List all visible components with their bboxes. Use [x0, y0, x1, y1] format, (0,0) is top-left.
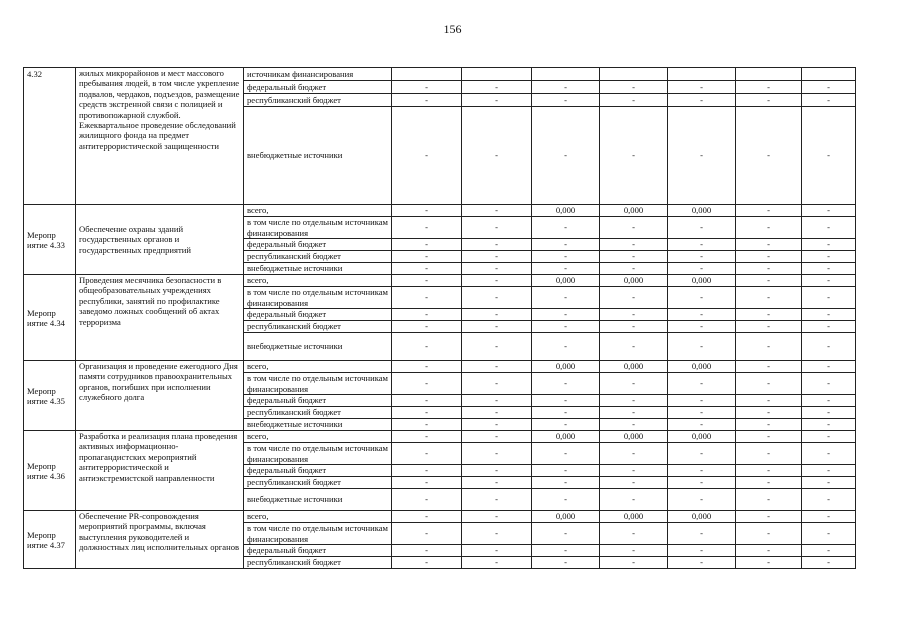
amount-cell: -: [736, 81, 802, 94]
amount-cell: 0,000: [600, 205, 668, 217]
amount-cell: [392, 68, 462, 81]
amount-cell: -: [392, 321, 462, 333]
amount-cell: -: [802, 395, 856, 407]
amount-cell: -: [736, 94, 802, 107]
amount-cell: -: [736, 205, 802, 217]
amount-cell: -: [802, 477, 856, 489]
amount-cell: -: [600, 333, 668, 361]
amount-cell: -: [462, 217, 532, 239]
amount-cell: -: [802, 407, 856, 419]
amount-cell: -: [532, 443, 600, 465]
amount-cell: -: [736, 217, 802, 239]
amount-cell: -: [392, 205, 462, 217]
amount-cell: -: [736, 477, 802, 489]
amount-cell: -: [392, 361, 462, 373]
amount-cell: -: [802, 263, 856, 275]
amount-cell: -: [462, 557, 532, 569]
amount-cell: [802, 68, 856, 81]
amount-cell: -: [532, 263, 600, 275]
amount-cell: -: [462, 94, 532, 107]
amount-cell: -: [462, 511, 532, 523]
measure-description: Обеспечение охраны зданий государственных органов и государственных предприятий: [76, 205, 244, 275]
measure-number: Меропр иятие 4.34: [24, 275, 76, 361]
page-number: 156: [443, 22, 462, 36]
amount-cell: -: [736, 545, 802, 557]
measure-description: Обеспечение PR-сопровождения мероприятий программы, включая выступления руководителей и должностных лиц исполнительных органов: [76, 511, 244, 569]
amount-cell: -: [736, 489, 802, 511]
amount-cell: -: [736, 465, 802, 477]
amount-cell: -: [532, 94, 600, 107]
amount-cell: -: [736, 333, 802, 361]
amount-cell: -: [600, 443, 668, 465]
amount-cell: [668, 68, 736, 81]
amount-cell: -: [392, 523, 462, 545]
amount-cell: -: [392, 94, 462, 107]
funding-source: в том числе по отдельным источникам финансирования: [244, 523, 392, 545]
table-row: [24, 205, 856, 217]
amount-cell: -: [802, 81, 856, 94]
funding-source: республиканский бюджет: [244, 477, 392, 489]
amount-cell: -: [668, 309, 736, 321]
budget-table: [23, 67, 856, 569]
amount-cell: -: [600, 489, 668, 511]
amount-cell: -: [532, 465, 600, 477]
amount-cell: -: [802, 431, 856, 443]
funding-source: в том числе по отдельным источникам финансирования: [244, 443, 392, 465]
amount-cell: -: [600, 251, 668, 263]
amount-cell: -: [668, 287, 736, 309]
measure-number: Меропр иятие 4.37: [24, 511, 76, 569]
amount-cell: [462, 68, 532, 81]
amount-cell: -: [736, 309, 802, 321]
amount-cell: -: [802, 523, 856, 545]
amount-cell: -: [532, 419, 600, 431]
amount-cell: -: [532, 373, 600, 395]
amount-cell: 0,000: [532, 275, 600, 287]
measure-description: Разработка и реализация плана проведения активных информационно-пропагандистских мероприятий антитеррористической и антиэкстремистской направленности: [76, 431, 244, 511]
amount-cell: -: [736, 263, 802, 275]
amount-cell: -: [532, 309, 600, 321]
amount-cell: -: [462, 309, 532, 321]
funding-source: республиканский бюджет: [244, 94, 392, 107]
amount-cell: 0,000: [532, 431, 600, 443]
amount-cell: -: [736, 419, 802, 431]
funding-source: федеральный бюджет: [244, 81, 392, 94]
amount-cell: -: [462, 239, 532, 251]
funding-source: всего,: [244, 205, 392, 217]
measure-number: Меропр иятие 4.35: [24, 361, 76, 431]
amount-cell: -: [668, 557, 736, 569]
amount-cell: -: [600, 465, 668, 477]
table-row: [24, 431, 856, 443]
measure-description: жилых микрорайонов и мест массового пребывания людей, в том числе укрепление подвалов, чердаков, подъездов, размещение средств экстренной связи с полицией и противопожарной службой. Ежеквартальное проведение обследований жилищного фонда на предмет антитеррористической защищенности: [76, 68, 244, 205]
amount-cell: -: [392, 107, 462, 205]
amount-cell: -: [392, 81, 462, 94]
amount-cell: -: [600, 81, 668, 94]
amount-cell: -: [392, 545, 462, 557]
amount-cell: -: [532, 321, 600, 333]
amount-cell: -: [802, 287, 856, 309]
amount-cell: -: [600, 94, 668, 107]
amount-cell: -: [802, 275, 856, 287]
amount-cell: -: [392, 407, 462, 419]
amount-cell: 0,000: [600, 361, 668, 373]
funding-source: федеральный бюджет: [244, 395, 392, 407]
amount-cell: 0,000: [668, 431, 736, 443]
measure-number: Меропр иятие 4.36: [24, 431, 76, 511]
amount-cell: -: [802, 94, 856, 107]
funding-source: республиканский бюджет: [244, 557, 392, 569]
amount-cell: -: [600, 373, 668, 395]
table-row: [24, 511, 856, 523]
amount-cell: -: [802, 419, 856, 431]
amount-cell: -: [462, 287, 532, 309]
amount-cell: -: [462, 419, 532, 431]
amount-cell: -: [736, 443, 802, 465]
funding-source: всего,: [244, 361, 392, 373]
amount-cell: -: [462, 361, 532, 373]
amount-cell: -: [462, 443, 532, 465]
funding-source: всего,: [244, 431, 392, 443]
amount-cell: -: [802, 107, 856, 205]
amount-cell: -: [462, 373, 532, 395]
amount-cell: -: [802, 443, 856, 465]
amount-cell: -: [392, 287, 462, 309]
amount-cell: -: [532, 477, 600, 489]
amount-cell: -: [462, 523, 532, 545]
amount-cell: -: [392, 511, 462, 523]
amount-cell: -: [668, 81, 736, 94]
funding-source: федеральный бюджет: [244, 465, 392, 477]
amount-cell: -: [668, 107, 736, 205]
amount-cell: -: [600, 407, 668, 419]
amount-cell: -: [668, 239, 736, 251]
amount-cell: -: [736, 275, 802, 287]
amount-cell: -: [600, 107, 668, 205]
amount-cell: [532, 68, 600, 81]
measure-description: Организация и проведение ежегодного Дня памяти сотрудников правоохранительных органов, погибших при исполнении служебного долга: [76, 361, 244, 431]
funding-source: в том числе по отдельным источникам финансирования: [244, 373, 392, 395]
amount-cell: 0,000: [532, 511, 600, 523]
funding-source: федеральный бюджет: [244, 239, 392, 251]
amount-cell: -: [736, 431, 802, 443]
amount-cell: -: [462, 107, 532, 205]
amount-cell: -: [802, 557, 856, 569]
funding-source: внебюджетные источники: [244, 419, 392, 431]
amount-cell: -: [668, 419, 736, 431]
amount-cell: -: [802, 373, 856, 395]
amount-cell: -: [668, 263, 736, 275]
funding-source: всего,: [244, 275, 392, 287]
amount-cell: -: [392, 419, 462, 431]
measure-description: Проведения месячника безопасности в общеобразовательных учреждениях республики, занятий по профилактике заведомо ложных сообщений об актах терроризма: [76, 275, 244, 361]
funding-source: всего,: [244, 511, 392, 523]
amount-cell: -: [736, 321, 802, 333]
amount-cell: -: [802, 205, 856, 217]
amount-cell: -: [532, 217, 600, 239]
amount-cell: -: [600, 395, 668, 407]
amount-cell: -: [532, 523, 600, 545]
amount-cell: -: [392, 217, 462, 239]
amount-cell: 0,000: [668, 205, 736, 217]
funding-source: республиканский бюджет: [244, 251, 392, 263]
amount-cell: -: [802, 465, 856, 477]
funding-source: внебюджетные источники: [244, 489, 392, 511]
amount-cell: -: [802, 361, 856, 373]
amount-cell: -: [462, 205, 532, 217]
amount-cell: -: [668, 251, 736, 263]
amount-cell: -: [462, 431, 532, 443]
amount-cell: -: [462, 275, 532, 287]
amount-cell: -: [532, 395, 600, 407]
amount-cell: -: [532, 333, 600, 361]
funding-source: внебюджетные источники: [244, 263, 392, 275]
amount-cell: -: [462, 465, 532, 477]
amount-cell: -: [736, 287, 802, 309]
amount-cell: -: [392, 477, 462, 489]
amount-cell: -: [600, 263, 668, 275]
amount-cell: -: [462, 81, 532, 94]
amount-cell: -: [668, 489, 736, 511]
amount-cell: -: [802, 511, 856, 523]
amount-cell: -: [532, 545, 600, 557]
amount-cell: -: [532, 81, 600, 94]
amount-cell: -: [462, 545, 532, 557]
amount-cell: [600, 68, 668, 81]
amount-cell: -: [802, 239, 856, 251]
measure-number: 4.32: [24, 68, 76, 205]
amount-cell: -: [532, 557, 600, 569]
amount-cell: -: [462, 489, 532, 511]
amount-cell: -: [462, 321, 532, 333]
amount-cell: -: [600, 419, 668, 431]
amount-cell: -: [668, 443, 736, 465]
funding-source: источникам финансирования: [244, 68, 392, 81]
amount-cell: -: [532, 489, 600, 511]
amount-cell: -: [736, 361, 802, 373]
amount-cell: 0,000: [532, 361, 600, 373]
amount-cell: -: [462, 407, 532, 419]
amount-cell: -: [462, 395, 532, 407]
amount-cell: -: [736, 239, 802, 251]
amount-cell: -: [462, 477, 532, 489]
funding-source: федеральный бюджет: [244, 545, 392, 557]
amount-cell: -: [392, 373, 462, 395]
funding-source: республиканский бюджет: [244, 321, 392, 333]
amount-cell: -: [736, 511, 802, 523]
funding-source: в том числе по отдельным источникам финансирования: [244, 217, 392, 239]
measure-number: Меропр иятие 4.33: [24, 205, 76, 275]
amount-cell: -: [600, 545, 668, 557]
amount-cell: [736, 68, 802, 81]
amount-cell: 0,000: [600, 511, 668, 523]
amount-cell: -: [462, 333, 532, 361]
funding-source: федеральный бюджет: [244, 309, 392, 321]
amount-cell: -: [392, 395, 462, 407]
amount-cell: 0,000: [600, 275, 668, 287]
amount-cell: -: [532, 407, 600, 419]
amount-cell: -: [462, 263, 532, 275]
amount-cell: -: [392, 465, 462, 477]
amount-cell: 0,000: [600, 431, 668, 443]
amount-cell: -: [668, 407, 736, 419]
amount-cell: -: [600, 287, 668, 309]
amount-cell: -: [600, 523, 668, 545]
amount-cell: -: [600, 321, 668, 333]
table-row: [24, 361, 856, 373]
amount-cell: -: [802, 489, 856, 511]
amount-cell: -: [668, 477, 736, 489]
amount-cell: -: [392, 251, 462, 263]
amount-cell: -: [668, 395, 736, 407]
amount-cell: -: [736, 373, 802, 395]
amount-cell: -: [392, 489, 462, 511]
amount-cell: -: [532, 251, 600, 263]
amount-cell: -: [802, 309, 856, 321]
table-row: [24, 68, 856, 81]
amount-cell: -: [802, 545, 856, 557]
amount-cell: 0,000: [668, 275, 736, 287]
amount-cell: -: [600, 557, 668, 569]
amount-cell: -: [392, 309, 462, 321]
amount-cell: -: [532, 107, 600, 205]
amount-cell: -: [600, 239, 668, 251]
amount-cell: 0,000: [532, 205, 600, 217]
amount-cell: -: [392, 275, 462, 287]
amount-cell: -: [668, 217, 736, 239]
amount-cell: -: [392, 263, 462, 275]
amount-cell: 0,000: [668, 511, 736, 523]
amount-cell: -: [600, 477, 668, 489]
amount-cell: -: [668, 373, 736, 395]
amount-cell: -: [392, 557, 462, 569]
amount-cell: -: [736, 523, 802, 545]
amount-cell: -: [532, 239, 600, 251]
amount-cell: -: [668, 321, 736, 333]
amount-cell: -: [736, 407, 802, 419]
amount-cell: -: [668, 545, 736, 557]
amount-cell: -: [668, 465, 736, 477]
amount-cell: -: [600, 309, 668, 321]
amount-cell: -: [736, 557, 802, 569]
amount-cell: -: [668, 523, 736, 545]
amount-cell: -: [392, 333, 462, 361]
amount-cell: -: [736, 251, 802, 263]
amount-cell: -: [802, 321, 856, 333]
table-row: [24, 275, 856, 287]
amount-cell: -: [736, 107, 802, 205]
amount-cell: 0,000: [668, 361, 736, 373]
amount-cell: -: [802, 251, 856, 263]
funding-source: внебюджетные источники: [244, 333, 392, 361]
amount-cell: -: [462, 251, 532, 263]
amount-cell: -: [392, 431, 462, 443]
amount-cell: -: [668, 333, 736, 361]
amount-cell: -: [802, 333, 856, 361]
amount-cell: -: [392, 443, 462, 465]
amount-cell: -: [392, 239, 462, 251]
amount-cell: -: [532, 287, 600, 309]
funding-source: внебюджетные источники: [244, 107, 392, 205]
amount-cell: -: [736, 395, 802, 407]
amount-cell: -: [600, 217, 668, 239]
amount-cell: -: [802, 217, 856, 239]
amount-cell: -: [668, 94, 736, 107]
funding-source: республиканский бюджет: [244, 407, 392, 419]
funding-source: в том числе по отдельным источникам финансирования: [244, 287, 392, 309]
